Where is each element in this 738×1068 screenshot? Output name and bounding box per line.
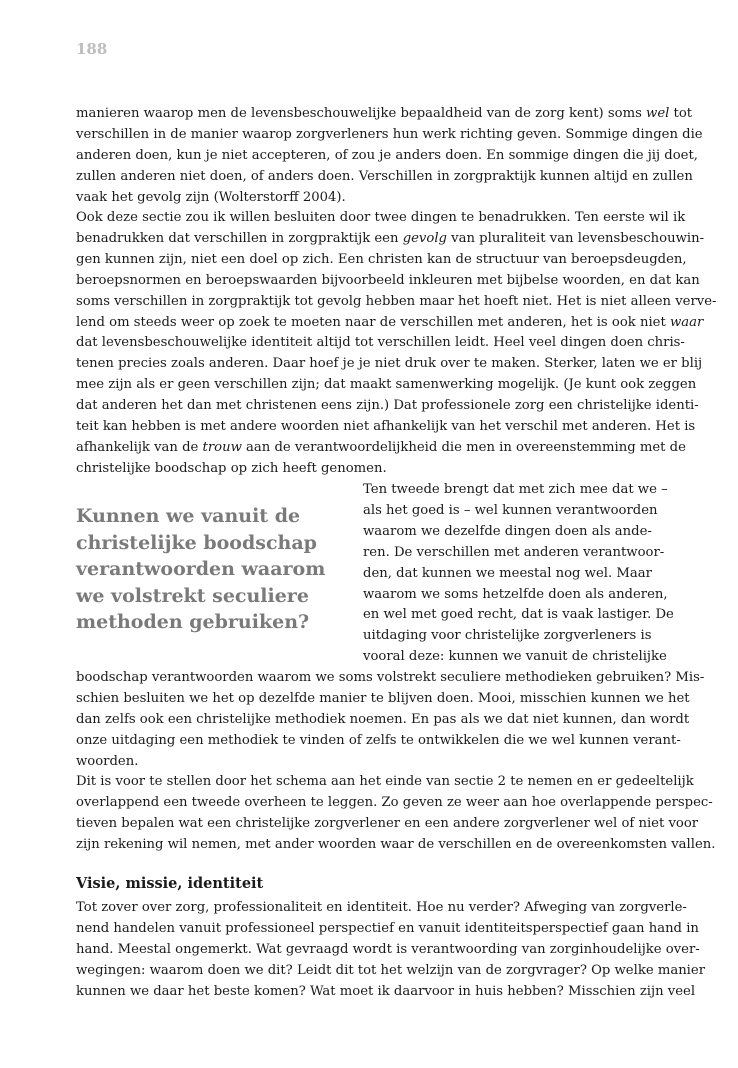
text-line: Ten tweede brengt dat met zich mee dat we – <box>363 482 668 497</box>
text-line: kunnen we daar het beste komen? Wat moet ik daarvoor in huis hebben? Misschien zijn veel <box>76 983 696 999</box>
text-line: als het goed is – wel kunnen verantwoorden <box>363 502 658 518</box>
text-line: lend om steeds weer op zoek te moeten naar de verschillen met anderen, het is ook niet waar <box>76 314 704 330</box>
text-line: onze uitdaging een methodiek te vinden of zelfs te ontwikkelen die we wel kunnen verant- <box>76 732 681 748</box>
pull-quote <box>76 503 336 636</box>
text-line: boodschap verantwoorden waarom we soms volstrekt seculiere methodieken gebruiken? Mis- <box>76 670 705 685</box>
page-number: 188 <box>76 40 108 58</box>
text-line: schien besluiten we het op dezelfde manier te blijven doen. Mooi, misschien kunnen we het <box>76 690 690 706</box>
text-line: wegingen: waarom doen we dit? Leidt dit tot het welzijn van de zorgvrager? Op welke manier <box>76 962 706 978</box>
text-line: dat anderen het dan met christenen eens zijn.) Dat professionele zorg een christelijke identi- <box>76 398 699 414</box>
text-line: afhankelijk van de trouw aan de verantwoordelijkheid die men in overeenstemming met de <box>76 439 686 455</box>
text-line: overlappend een tweede overheen te leggen. Zo geven ze weer aan hoe overlappende perspec- <box>76 794 713 810</box>
text-line: zullen anderen niet doen, of anders doen. Verschillen in zorgpraktijk kunnen altijd en zullen <box>76 168 693 184</box>
text-line: Dit is voor te stellen door het schema aan het einde van sectie 2 te nemen en er gedeeltelijk <box>76 774 694 789</box>
emphasis: waarom <box>363 523 417 539</box>
text-line: verschillen in de manier waarop zorgverleners hun werk richting geven. Sommige dingen die <box>76 126 703 142</box>
emphasis: waar <box>669 314 704 330</box>
text-line: zijn rekening wil nemen, met ander woorden waar de verschillen en de overeenkomsten vallen. <box>76 836 716 852</box>
text-line: Tot zover over zorg, professionaliteit en identiteit. Hoe nu verder? Afweging van zorgverle- <box>76 900 687 915</box>
text-line: waarom we dezelfde dingen doen als ande- <box>363 523 652 539</box>
pull-quote-line: methoden gebruiken? <box>76 611 310 633</box>
text-line: uitdaging voor christelijke zorgverleners is <box>363 628 652 644</box>
text-line: en wel met goed recht, dat is vaak lastiger. De <box>363 607 674 623</box>
paragraph-5 <box>76 898 706 1003</box>
text-line: dan zelfs ook een christelijke methodiek noemen. En pas als we dat niet kunnen, dan wordt <box>76 711 690 727</box>
paragraph-1 <box>76 104 703 209</box>
pull-quote-line: we volstrekt seculiere <box>76 584 309 607</box>
text-line: nend handelen vanuit professioneel perspectief en vanuit identiteitsperspectief gaan hand in <box>76 920 699 936</box>
text-line: den, dat kunnen we meestal nog wel. Maar <box>363 565 652 581</box>
text-line: woorden. <box>76 753 139 769</box>
text-line: tieven bepalen wat een christelijke zorgverlener en een andere zorgverlener wel of niet voor <box>76 815 699 831</box>
text-line: mee zijn als er geen verschillen zijn; dat maakt samenwerking mogelijk. (Je kunt ook zeggen <box>76 377 697 393</box>
text-line: tenen precies zoals anderen. Daar hoef je je niet druk over te maken. Sterker, laten we er blij <box>76 356 703 372</box>
text-line: christelijke boodschap op zich heeft genomen. <box>76 460 387 476</box>
section-heading: Visie, missie, identiteit <box>76 875 264 892</box>
emphasis: wel <box>646 106 670 121</box>
text-line: anderen doen, kun je niet accepteren, of zou je anders doen. En sommige dingen die jij doet, <box>76 147 698 163</box>
pull-quote-line: Kunnen we vanuit de <box>76 505 301 527</box>
emphasis: gevolg <box>402 230 447 246</box>
text-line: vooral deze: kunnen we vanuit de christelijke <box>363 649 667 665</box>
paragraph-4 <box>76 772 716 856</box>
text-line: manieren waarop men de levensbeschouwelijke bepaaldheid van de zorg kent) soms wel tot <box>76 106 693 121</box>
text-line: soms verschillen in zorgpraktijk tot gevolg hebben maar het hoeft niet. Het is niet alleen verve- <box>76 293 717 309</box>
text-line: beroepsnormen en beroepswaarden bijvoorbeeld inkleuren met bijbelse woorden, en dat kan <box>76 272 700 288</box>
pull-quote-line: verantwoorden waarom <box>76 558 326 580</box>
text-line: teit kan hebben is met andere woorden niet afhankelijk van het verschil met anderen. Het is <box>76 419 696 435</box>
paragraph-2 <box>76 208 717 480</box>
text-line: waarom we soms hetzelfde doen als anderen, <box>363 586 668 602</box>
text-line: Ook deze sectie zou ik willen besluiten door twee dingen te benadrukken. Ten eerste wil ik <box>76 210 686 225</box>
emphasis: trouw <box>202 439 242 455</box>
text-line: hand. Meestal ongemerkt. Wat gevraagd wordt is verantwoording van zorginhoudelijke over- <box>76 941 700 957</box>
text-line: ren. De verschillen met anderen verantwoor- <box>363 544 665 560</box>
text-line: gen kunnen zijn, niet een doel op zich. Een christen kan de structuur van beroepsdeugden, <box>76 251 687 267</box>
text-line: vaak het gevolg zijn (Wolterstorff 2004). <box>76 189 346 205</box>
pull-quote-line: christelijke boodschap <box>76 531 317 554</box>
text-line: benadrukken dat verschillen in zorgpraktijk een gevolg van pluraliteit van levensbeschouwin- <box>76 230 705 246</box>
paragraph-3-column <box>363 480 674 668</box>
paragraph-3-full <box>76 668 705 773</box>
text-line: dat levensbeschouwelijke identiteit altijd tot verschillen leidt. Heel veel dingen doen chris- <box>76 335 685 351</box>
